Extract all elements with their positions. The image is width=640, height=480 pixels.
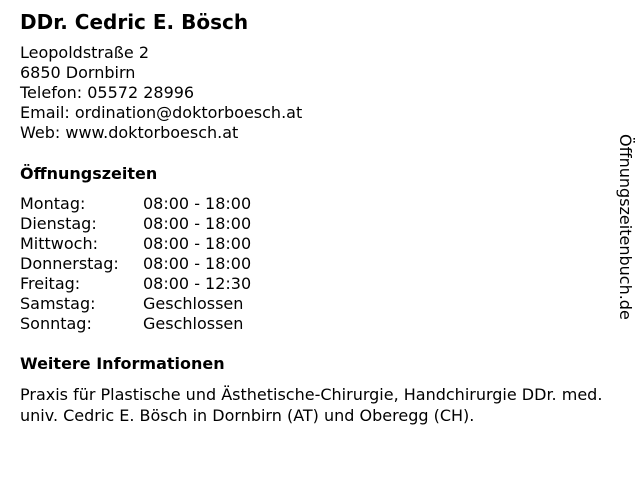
hours-day: Sonntag: bbox=[20, 314, 92, 333]
opening-hours-list bbox=[20, 194, 320, 334]
hours-row-friday bbox=[20, 274, 320, 294]
hours-time: 08:00 - 18:00 bbox=[143, 214, 252, 233]
hours-row-tuesday bbox=[20, 214, 320, 234]
email-address: Email: ordination@doktorboesch.at bbox=[20, 103, 303, 122]
website-address: Web: www.doktorboesch.at bbox=[20, 123, 239, 142]
hours-day: Donnerstag: bbox=[20, 254, 119, 273]
city-address: 6850 Dornbirn bbox=[20, 63, 136, 82]
hours-day: Montag: bbox=[20, 194, 86, 213]
street-address: Leopoldstraße 2 bbox=[20, 43, 149, 62]
hours-time: 08:00 - 18:00 bbox=[143, 234, 252, 253]
hours-time: Geschlossen bbox=[143, 314, 244, 333]
hours-row-wednesday bbox=[20, 234, 320, 254]
practice-description: Praxis für Plastische und Ästhetische-Chirurgie, Handchirurgie DDr. med. univ. Cedric E. Bösch in Dornbirn (AT) und Oberegg (CH). bbox=[20, 385, 603, 425]
hours-time: 08:00 - 12:30 bbox=[143, 274, 252, 293]
hours-time: Geschlossen bbox=[143, 294, 244, 313]
hours-day: Dienstag: bbox=[20, 214, 97, 233]
hours-time: 08:00 - 18:00 bbox=[143, 194, 252, 213]
contact-details bbox=[20, 43, 302, 143]
phone-number: Telefon: 05572 28996 bbox=[20, 83, 195, 102]
hours-day: Mittwoch: bbox=[20, 234, 98, 253]
business-name: DDr. Cedric E. Bösch bbox=[20, 10, 249, 34]
hours-row-sunday bbox=[20, 314, 320, 334]
brand-watermark: Öffnungszeitenbuch.de bbox=[616, 134, 635, 320]
further-info-heading: Weitere Informationen bbox=[20, 354, 225, 373]
hours-day: Samstag: bbox=[20, 294, 96, 313]
hours-day: Freitag: bbox=[20, 274, 81, 293]
opening-hours-heading: Öffnungszeiten bbox=[20, 164, 158, 183]
hours-row-thursday bbox=[20, 254, 320, 274]
hours-row-saturday bbox=[20, 294, 320, 314]
hours-row-monday bbox=[20, 194, 320, 214]
hours-time: 08:00 - 18:00 bbox=[143, 254, 252, 273]
